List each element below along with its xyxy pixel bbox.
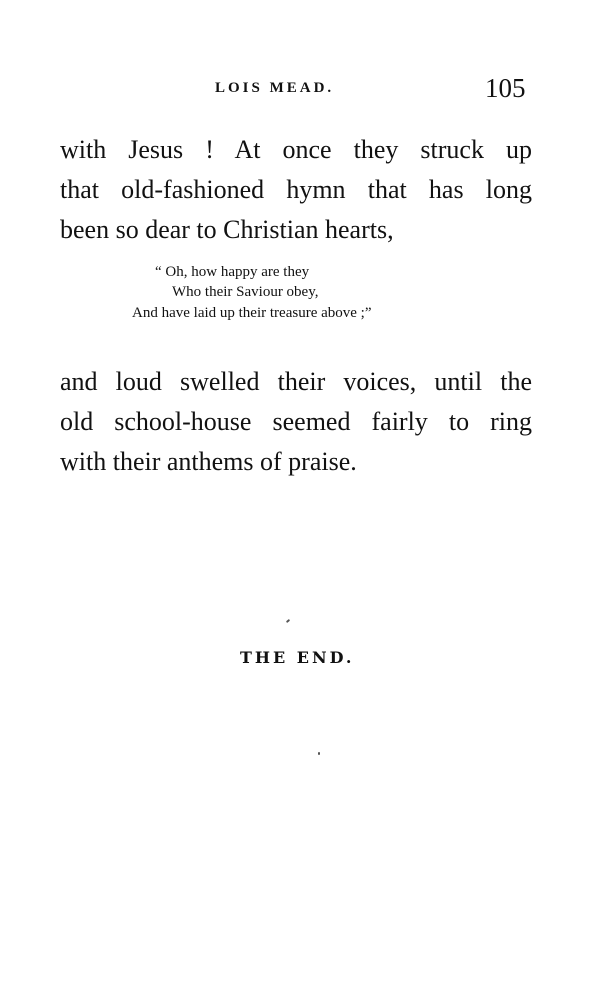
- ink-mark: [286, 619, 290, 623]
- paragraph-2-line-2: old school-house seemed fairly to ring: [60, 407, 532, 436]
- page-number: 105: [485, 73, 526, 103]
- hymn-line-1: “ Oh, how happy are they: [155, 264, 310, 280]
- end-text: THE END.: [240, 648, 355, 667]
- running-title: LOIS MEAD.: [215, 80, 335, 96]
- paragraph-1: [60, 130, 532, 250]
- ink-speck: [318, 752, 320, 755]
- hymn-line-2: Who their Saviour obey,: [172, 284, 319, 300]
- paragraph-2-line-3: with their anthems of praise.: [60, 447, 357, 476]
- paragraph-1-line-3: been so dear to Christian hearts,: [60, 215, 394, 244]
- hymn-line-3: And have laid up their treasure above ;”: [132, 305, 372, 321]
- paragraph-1-line-1: with Jesus ! At once they struck up: [60, 135, 532, 164]
- paragraph-2: [60, 362, 532, 482]
- paragraph-1-line-2: that old-fashioned hymn that has long: [60, 175, 532, 204]
- paragraph-2-line-1: and loud swelled their voices, until the: [60, 367, 532, 396]
